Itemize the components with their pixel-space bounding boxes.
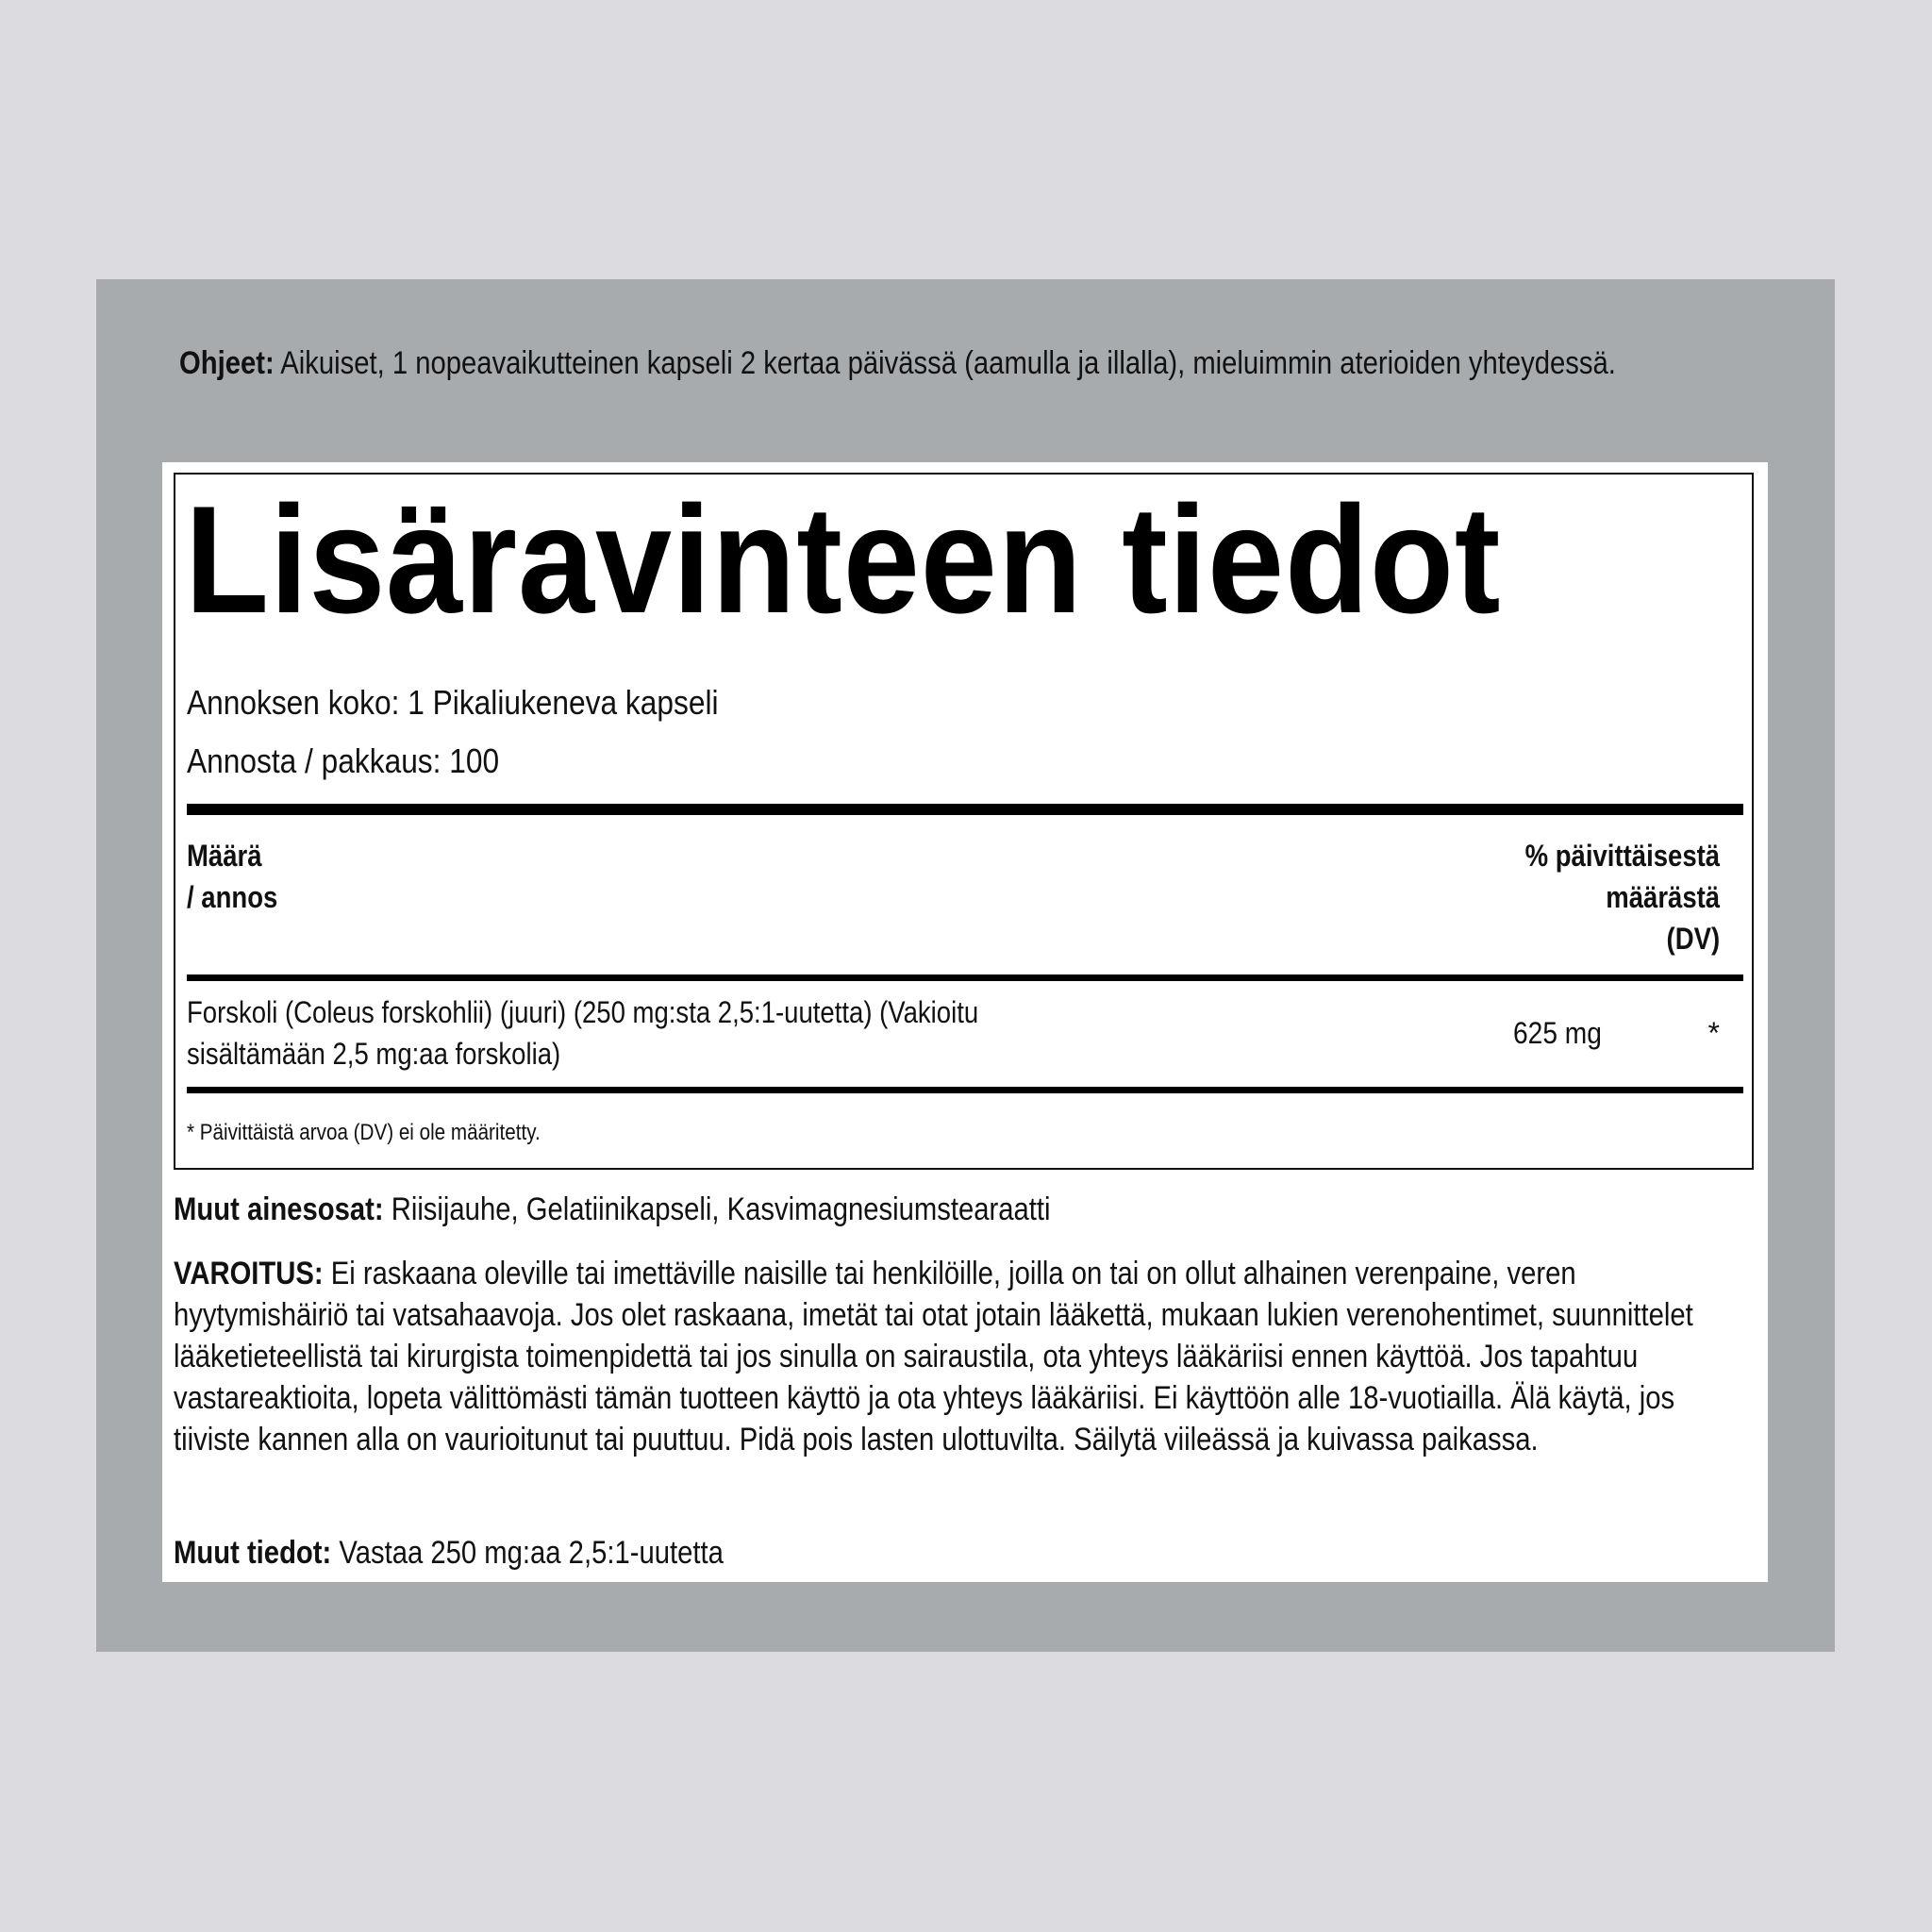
other-info-label: Muut tiedot: xyxy=(174,1535,332,1571)
other-info-text: Vastaa 250 mg:aa 2,5:1-uutetta xyxy=(331,1535,724,1571)
other-ingredients-text: Riisijauhe, Gelatiinikapseli, Kasvimagnesiumstearaatti xyxy=(383,1191,1051,1227)
ingredient-amount: 625 mg xyxy=(1513,1016,1602,1050)
supplement-facts-box xyxy=(174,473,1754,1170)
divider-bottom xyxy=(187,1087,1743,1093)
serving-size: Annoksen koko: 1 Pikaliukeneva kapseli xyxy=(187,683,719,722)
ingredient-daily-value: * xyxy=(1707,1016,1720,1050)
divider-thick xyxy=(187,804,1743,815)
warning-paragraph xyxy=(174,1253,1747,1460)
directions-label: Ohjeet: xyxy=(179,345,275,381)
other-ingredients-label: Muut ainesosat: xyxy=(174,1191,384,1227)
other-info-paragraph xyxy=(174,1532,1747,1574)
warning-text: Ei raskaana oleville tai imettäville naisille tai henkilöille, joilla on tai on ollut alhainen verenpaine, veren hyytymishäiriö tai vatsahaavoja. Jos olet raskaana, imetät tai otat jotain lääkettä, mukaan lukien verenohentimet, suunnittelet lääketieteellistä tai kirurgista toimenpidettä tai jos sinulla on sairaustila, ota yhteys lääkäriisi ennen käyttöä. Jos tapahtuu vastareaktioita, lopeta välittömästi tämän tuotteen käyttö ja ota yhteys lääkäriisi. Ei käyttöön alle 18-vuotiailla. Älä käytä, jos tiiviste kannen alla on vaurioitunut tai puuttuu. Pidä pois lasten ulottuvilta. Säilytä viileässä ja kuivassa paikassa. xyxy=(174,1256,1693,1457)
warning-label: VAROITUS: xyxy=(174,1256,324,1291)
servings-per-container: Annosta / pakkaus: 100 xyxy=(187,741,500,780)
divider-header xyxy=(187,974,1743,981)
label-panel xyxy=(96,279,1835,1652)
dv-footnote: * Päivittäistä arvoa (DV) ei ole määritetty. xyxy=(187,1120,541,1145)
header-daily-value: % päivittäisestä määrästä (DV) xyxy=(1524,839,1720,956)
other-ingredients-paragraph xyxy=(174,1189,1747,1230)
ingredient-name: Forskoli (Coleus forskohlii) (juuri) (250 mg:sta 2,5:1-uutetta) (Vakioitu sisältämään 2,5 mg:aa forskolia) xyxy=(187,995,979,1071)
directions-text: Aikuiset, 1 nopeavaikutteinen kapseli 2 kertaa päivässä (aamulla ja illalla), mieluimmin aterioiden yhteydessä. xyxy=(274,345,1616,381)
header-amount-per-serving: Määrä / annos xyxy=(187,839,278,914)
label-card xyxy=(162,462,1768,1582)
facts-title: Lisäravinteen tiedot xyxy=(185,475,1502,645)
directions-paragraph xyxy=(179,340,1764,387)
